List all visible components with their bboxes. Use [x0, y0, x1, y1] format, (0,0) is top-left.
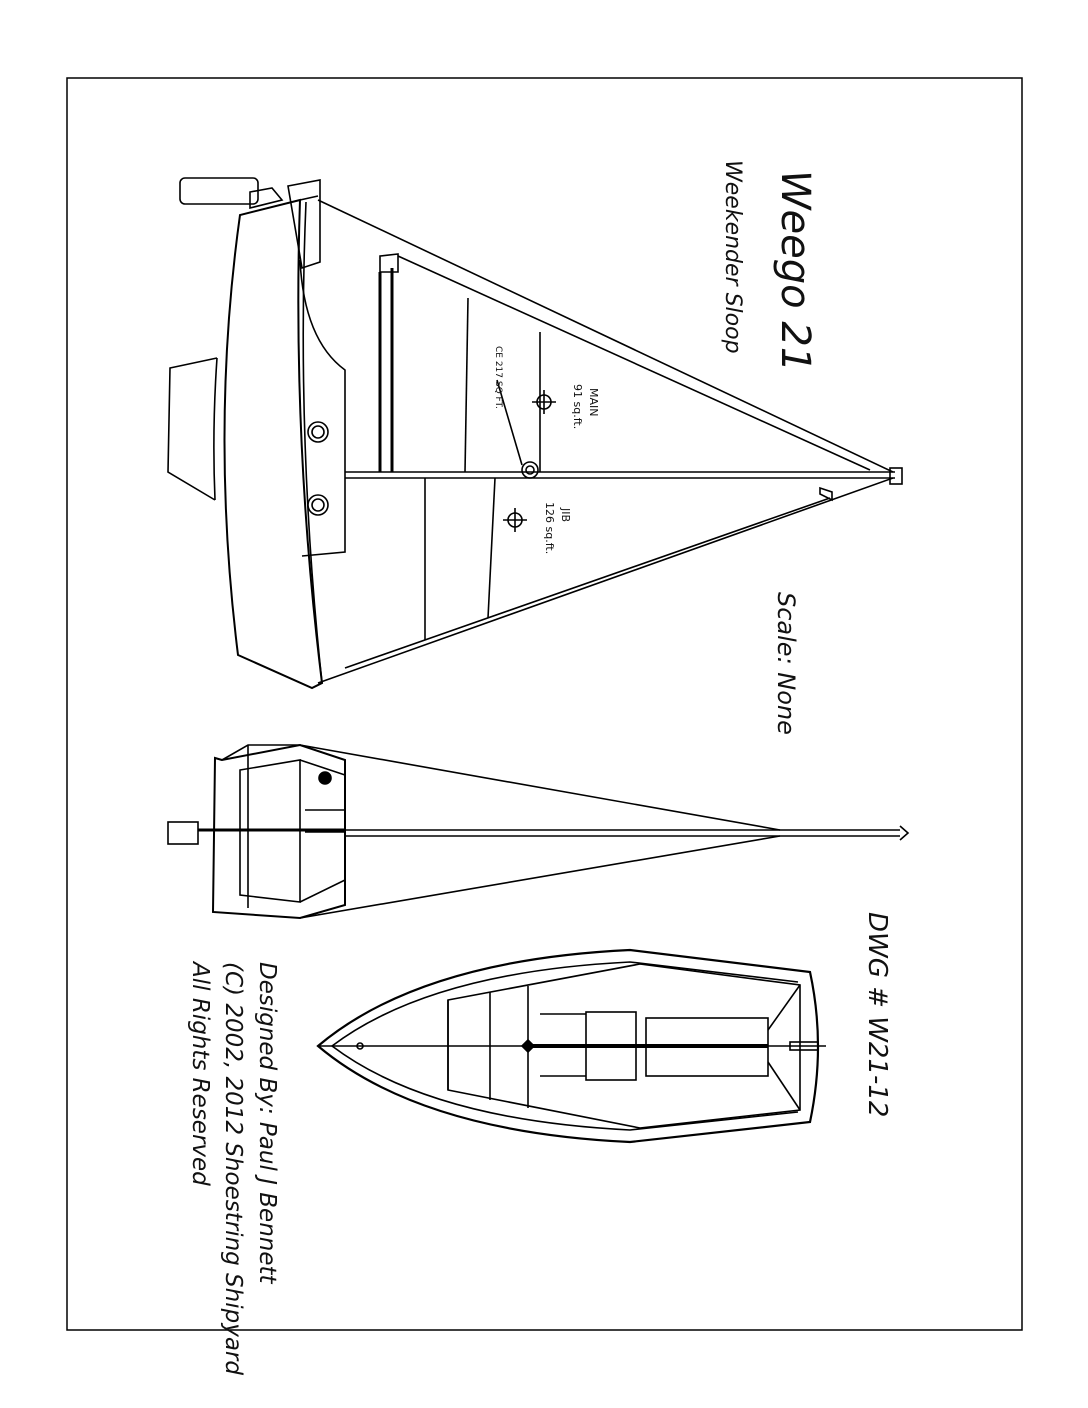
scale-note: Scale: None	[772, 592, 800, 735]
designer-credit: Designed By: Paul J Bennett	[254, 962, 280, 1284]
main-sail-label: MAIN	[587, 388, 600, 417]
deck-plan-view	[318, 950, 826, 1142]
main-sail-area: 91 sq.ft.	[571, 384, 584, 430]
side-hull	[224, 200, 322, 688]
copyright-note: (C) 2002, 2012 Shoestring Shipyard	[220, 962, 246, 1375]
side-tiller	[180, 178, 258, 204]
masthead	[890, 468, 902, 484]
drawing-title: Weego 21	[772, 170, 818, 373]
side-cabin	[300, 260, 345, 556]
drawing-subtitle: Weekender Sloop	[720, 160, 745, 354]
side-hull-deck	[300, 196, 318, 200]
porthole-1-inner	[312, 426, 324, 438]
porthole-2	[308, 495, 328, 515]
rights-note: All Rights Reserved	[187, 962, 213, 1186]
end-view	[168, 745, 908, 918]
porthole-2-inner	[312, 499, 324, 511]
dwg-number: DWG # W21-12	[862, 912, 892, 1118]
side-keel-join	[214, 358, 217, 500]
side-keel	[168, 358, 217, 500]
jib-sail-area: 126 sq.ft.	[543, 502, 556, 555]
ce-label: CE 217 SQ FT.	[493, 346, 503, 409]
porthole-1	[308, 422, 328, 442]
jib-sail-label: JIB	[559, 508, 572, 523]
